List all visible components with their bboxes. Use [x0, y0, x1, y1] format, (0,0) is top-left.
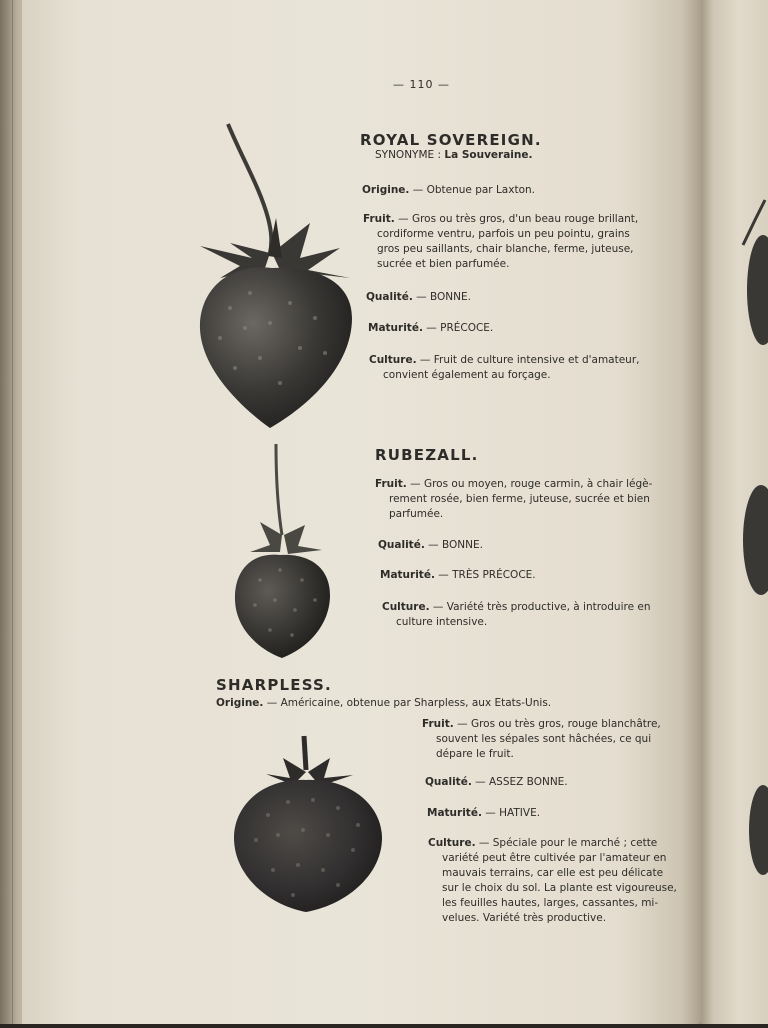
fruit-line: souvent les sépales sont hâchées, ce qui — [436, 733, 652, 745]
rubezall-culture — [382, 600, 651, 630]
fruit-line: sucrée et bien parfumée. — [377, 258, 510, 270]
sharpless-fruit — [422, 717, 661, 762]
rubezall-qualite — [378, 538, 483, 553]
facing-page-berries — [695, 0, 768, 1024]
synonym-value: La Souveraine. — [444, 149, 533, 161]
fruit-label: Fruit. — [363, 213, 395, 225]
royal-maturite — [368, 321, 493, 336]
culture-line: mauvais terrains, car elle est peu délicate — [442, 867, 664, 879]
sharpless-origine — [216, 696, 551, 711]
fruit-line: — Gros ou très gros, d'un beau rouge brillant, — [394, 213, 639, 225]
sharpless-maturite — [427, 806, 540, 821]
fruit-line: cordiforme ventru, parfois un peu pointu, grains — [377, 228, 630, 240]
rubezall-maturite — [380, 568, 536, 583]
synonym-line — [375, 148, 533, 163]
qualite-text: — BONNE. — [424, 539, 483, 551]
royal-culture — [369, 353, 640, 383]
fruit-label: Fruit. — [375, 478, 407, 490]
culture-line: convient également au forçage. — [383, 369, 551, 381]
qualite-label: Qualité. — [425, 776, 472, 788]
variety-title-rubezall: RUBEZALL. — [375, 446, 479, 464]
culture-label: Culture. — [369, 354, 417, 366]
fruit-label: Fruit. — [422, 718, 454, 730]
fruit-line: dépare le fruit. — [436, 748, 514, 760]
sharpless-qualite — [425, 775, 568, 790]
culture-line: les feuilles hautes, larges, cassantes, mi- — [442, 897, 659, 909]
culture-line: velues. Variété très productive. — [442, 912, 607, 924]
qualite-text: — ASSEZ BONNE. — [471, 776, 568, 788]
origine-label: Origine. — [216, 697, 264, 709]
culture-line: variété peut être cultivée par l'amateur en — [442, 852, 667, 864]
royal-fruit — [363, 212, 638, 272]
fruit-line: — Gros ou moyen, rouge carmin, à chair légè- — [406, 478, 653, 490]
fruit-line: rement rosée, bien ferme, juteuse, sucrée et bien — [389, 493, 650, 505]
maturite-label: Maturité. — [427, 807, 482, 819]
origine-text: — Obtenue par Laxton. — [409, 184, 535, 196]
strawberry-sharpless-illustration — [228, 730, 388, 916]
maturite-text: — HATIVE. — [481, 807, 541, 819]
culture-line: — Spéciale pour le marché ; cette — [475, 837, 658, 849]
synonym-label: SYNONYME : — [375, 149, 442, 161]
strawberry-rubezall-illustration — [230, 440, 335, 662]
facing-page — [695, 0, 768, 1024]
origine-label: Origine. — [362, 184, 410, 196]
sharpless-culture — [428, 836, 677, 926]
qualite-label: Qualité. — [366, 291, 413, 303]
origine-text: — Américaine, obtenue par Sharpless, aux Etats-Unis. — [263, 697, 552, 709]
fruit-line: gros peu saillants, chair blanche, ferme, juteuse, — [377, 243, 634, 255]
page-number: — 110 — — [393, 78, 450, 91]
variety-title-sharpless: SHARPLESS. — [216, 676, 332, 694]
qualite-text: — BONNE. — [412, 291, 471, 303]
culture-line: — Fruit de culture intensive et d'amateur, — [416, 354, 640, 366]
qualite-label: Qualité. — [378, 539, 425, 551]
culture-line: sur le choix du sol. La plante est vigoureuse, — [442, 882, 677, 894]
maturite-text: — PRÉCOCE. — [422, 322, 494, 334]
rubezall-fruit — [375, 477, 652, 522]
variety-title-royal-sovereign: ROYAL SOVEREIGN. — [360, 131, 542, 149]
maturite-label: Maturité. — [380, 569, 435, 581]
culture-label: Culture. — [428, 837, 476, 849]
maturite-label: Maturité. — [368, 322, 423, 334]
fruit-line: parfumée. — [389, 508, 444, 520]
royal-origine — [362, 183, 535, 198]
culture-line: culture intensive. — [396, 616, 488, 628]
royal-qualite — [366, 290, 471, 305]
strawberry-royal-sovereign-illustration — [190, 118, 360, 433]
maturite-text: — TRÈS PRÉCOCE. — [434, 569, 536, 581]
culture-line: — Variété très productive, à introduire en — [429, 601, 651, 613]
culture-label: Culture. — [382, 601, 430, 613]
fruit-line: — Gros ou très gros, rouge blanchâtre, — [453, 718, 661, 730]
